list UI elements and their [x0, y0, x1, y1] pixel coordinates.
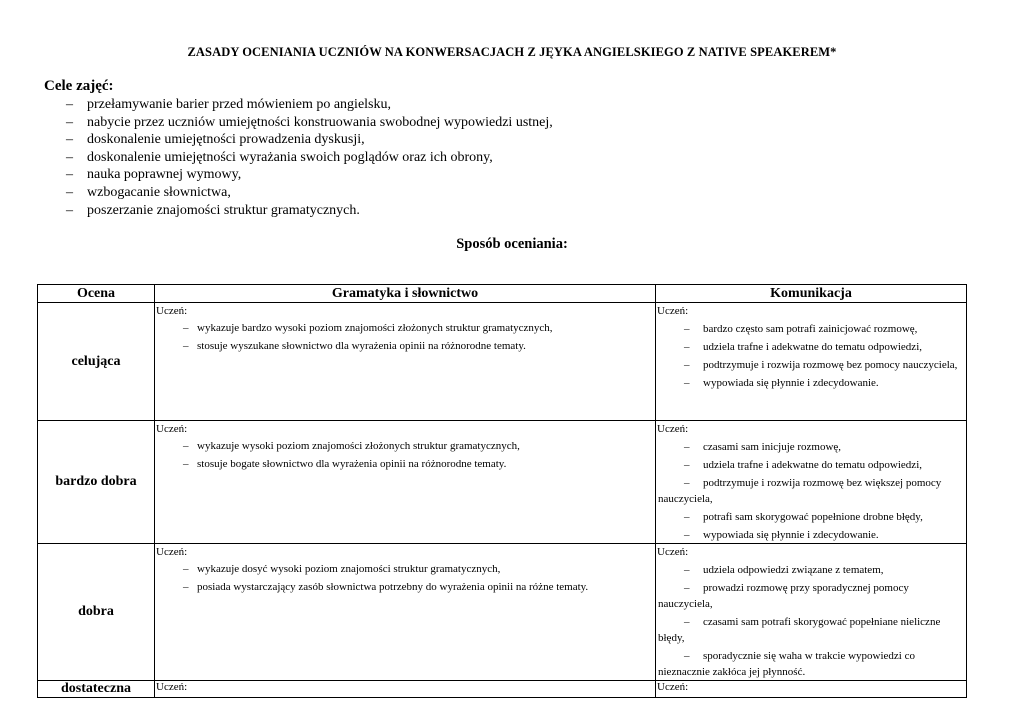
goal-item: – wzbogacanie słownictwa,: [66, 184, 553, 202]
list-item: [656, 457, 966, 473]
grammar-cell: [155, 303, 656, 421]
goal-item: – poszerzanie znajomości struktur gramatycznych.: [66, 202, 553, 220]
list-item-text: wypowiada się płynnie i zdecydowanie.: [703, 529, 879, 541]
cell-lead: Uczeń:: [657, 305, 689, 317]
list-item: – wykazuje wysoki poziom znajomości złożonych struktur gramatycznych,: [155, 437, 655, 455]
goal-item: – przełamywanie barier przed mówieniem po angielsku,: [66, 96, 553, 114]
grade-label: dostateczna: [38, 681, 155, 698]
grading-table: [37, 284, 967, 698]
header-communication: Komunikacja: [656, 285, 967, 303]
dash-bullet: –: [684, 650, 690, 662]
list-item: [656, 439, 966, 455]
list-item-text: podtrzymuje i rozwija rozmowę bez większej pomocy nauczyciela,: [658, 477, 942, 505]
list-item: [656, 527, 966, 543]
dash-bullet: –: [684, 341, 690, 353]
dash-bullet: –: [684, 582, 690, 594]
goal-item: – doskonalenie umiejętności wyrażania swoich poglądów oraz ich obrony,: [66, 149, 553, 167]
grade-label: dobra: [38, 544, 155, 681]
cell-lead: Uczeń:: [156, 423, 188, 435]
goal-item: – nabycie przez uczniów umiejętności konstruowania swobodnej wypowiedzi ustnej,: [66, 114, 553, 132]
list-item: – wykazuje dosyć wysoki poziom znajomości struktur gramatycznych,: [155, 560, 655, 578]
list-item: [656, 614, 966, 646]
list-item: [656, 580, 966, 612]
cell-lead: Uczeń:: [156, 546, 188, 558]
list-item: – posiada wystarczający zasób słownictwa potrzebny do wyrażenia opinii na różne tematy.: [155, 578, 655, 596]
header-grammar: Gramatyka i słownictwo: [155, 285, 656, 303]
dash-bullet: –: [684, 459, 690, 471]
list-item-text: sporadycznie się waha w trakcie wypowiedzi co nieznacznie zakłóca jej płynność.: [658, 650, 915, 678]
list-item: [656, 321, 966, 337]
goals-heading: Cele zajęć:: [44, 78, 114, 94]
cell-lead: Uczeń:: [156, 305, 188, 317]
dash-bullet: –: [684, 616, 690, 628]
grammar-cell: [155, 421, 656, 544]
communication-cell: [656, 544, 967, 681]
list-item: – stosuje bogate słownictwo dla wyrażenia opinii na różnorodne tematy.: [155, 455, 655, 473]
list-item-text: czasami sam potrafi skorygować popełniane nieliczne błędy,: [658, 616, 941, 644]
table-header-row: [38, 285, 967, 303]
cell-lead: Uczeń:: [657, 546, 689, 558]
communication-cell: [656, 303, 967, 421]
grammar-cell: [155, 544, 656, 681]
list-item-text: udziela trafne i adekwatne do tematu odpowiedzi,: [703, 459, 922, 471]
dash-bullet: –: [684, 529, 690, 541]
dash-bullet: –: [684, 441, 690, 453]
list-item-text: podtrzymuje i rozwija rozmowę bez pomocy nauczyciela,: [703, 359, 958, 371]
document-title: ZASADY OCENIANIA UCZNIÓW NA KONWERSACJACH Z JĘYKA ANGIELSKIEGO Z NATIVE SPEAKEREM*: [187, 45, 837, 59]
table-row: [38, 303, 967, 421]
header-grade: Ocena: [38, 285, 155, 303]
dash-bullet: –: [684, 377, 690, 389]
communication-cell: [656, 421, 967, 544]
list-item: [656, 509, 966, 525]
dash-bullet: –: [684, 323, 690, 335]
list-item-text: wypowiada się płynnie i zdecydowanie.: [703, 377, 879, 389]
list-item-text: czasami sam inicjuje rozmowę,: [703, 441, 842, 453]
list-item: – wykazuje bardzo wysoki poziom znajomości złożonych struktur gramatycznych,: [155, 319, 655, 337]
list-item-text: udziela odpowiedzi związane z tematem,: [703, 564, 884, 576]
list-item-text: bardzo często sam potrafi zainicjować rozmowę,: [703, 323, 918, 335]
table-row: [38, 421, 967, 544]
list-item: [656, 375, 966, 391]
goals-list: [66, 96, 553, 219]
cell-lead: Uczeń:: [657, 681, 689, 693]
table-row: [38, 681, 967, 698]
dash-bullet: –: [684, 359, 690, 371]
goal-item: – nauka poprawnej wymowy,: [66, 166, 553, 184]
communication-cell: [656, 681, 967, 698]
list-item-text: udziela trafne i adekwatne do tematu odpowiedzi,: [703, 341, 922, 353]
grammar-cell: [155, 681, 656, 698]
list-item: [656, 475, 966, 507]
cell-lead: Uczeń:: [156, 681, 188, 693]
cell-lead: Uczeń:: [657, 423, 689, 435]
list-item: – stosuje wyszukane słownictwo dla wyrażenia opinii na różnorodne tematy.: [155, 337, 655, 355]
dash-bullet: –: [684, 511, 690, 523]
list-item-text: prowadzi rozmowę przy sporadycznej pomocy nauczyciela,: [658, 582, 909, 610]
list-item: [656, 562, 966, 578]
list-item: [656, 648, 966, 680]
list-item: [656, 357, 966, 373]
grade-label: bardzo dobra: [38, 421, 155, 544]
list-item: [656, 339, 966, 355]
dash-bullet: –: [684, 564, 690, 576]
table-row: [38, 544, 967, 681]
goal-item: – doskonalenie umiejętności prowadzenia dyskusji,: [66, 131, 553, 149]
grade-label: celująca: [38, 303, 155, 421]
dash-bullet: –: [684, 477, 690, 489]
list-item-text: potrafi sam skorygować popełnione drobne błędy,: [703, 511, 923, 523]
grading-subtitle: Sposób oceniania:: [456, 236, 568, 252]
